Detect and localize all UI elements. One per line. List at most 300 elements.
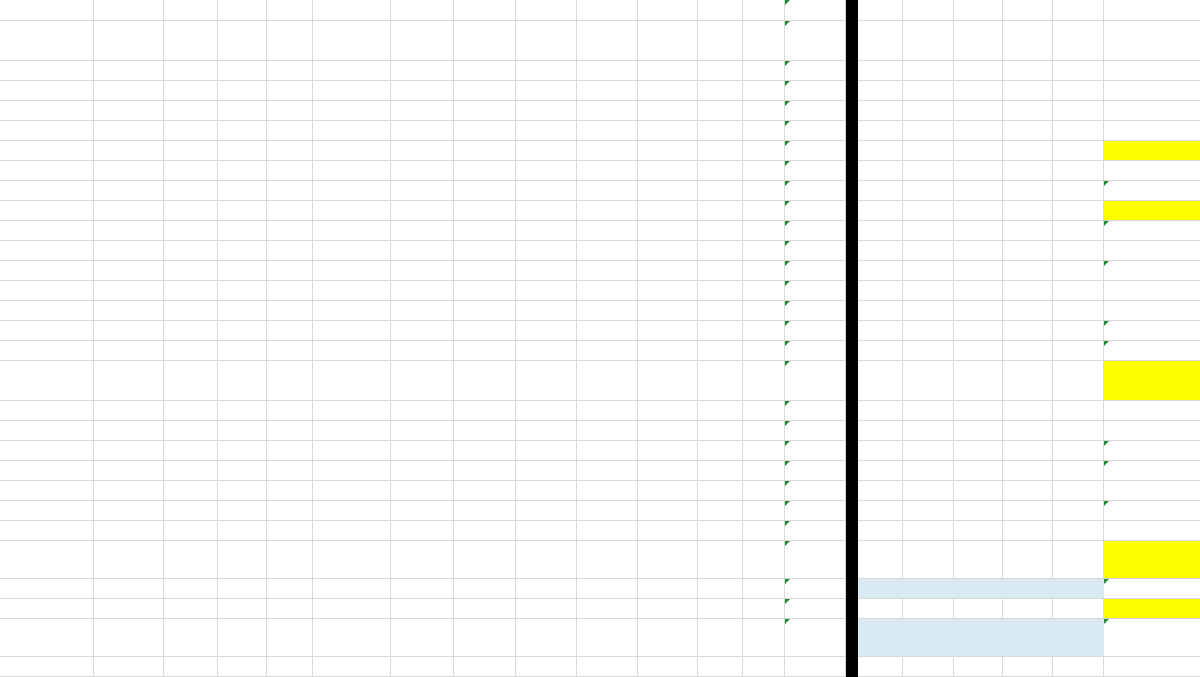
value-cell[interactable] <box>637 320 697 340</box>
value-cell[interactable] <box>266 280 312 300</box>
value-cell[interactable] <box>217 140 266 160</box>
value-cell[interactable] <box>637 80 697 100</box>
derived-value-cell[interactable] <box>784 80 845 100</box>
value-cell[interactable] <box>312 480 390 500</box>
rank-cell[interactable] <box>858 240 902 260</box>
empty-cell[interactable] <box>1052 656 1103 676</box>
value-cell[interactable] <box>453 100 515 120</box>
value-cell[interactable] <box>576 540 637 578</box>
value-cell[interactable] <box>637 60 697 80</box>
state-name-cell[interactable] <box>0 160 93 180</box>
value-cell[interactable] <box>390 618 453 656</box>
value-cell[interactable] <box>312 180 390 200</box>
value-cell[interactable] <box>576 180 637 200</box>
derived-value-cell[interactable] <box>784 20 845 60</box>
value-cell[interactable] <box>576 80 637 100</box>
value-cell[interactable] <box>515 140 576 160</box>
value-cell[interactable] <box>515 100 576 120</box>
derived-value-cell[interactable] <box>784 180 845 200</box>
ratio-cell[interactable] <box>1103 180 1200 200</box>
value-cell[interactable] <box>163 220 217 240</box>
rank-cell[interactable] <box>1052 60 1103 80</box>
value-cell[interactable] <box>93 420 163 440</box>
derived-value-cell[interactable] <box>784 260 845 280</box>
derived-value-cell[interactable] <box>784 60 845 80</box>
value-cell[interactable] <box>637 618 697 656</box>
value-cell[interactable] <box>453 260 515 280</box>
derived-value-cell[interactable] <box>784 280 845 300</box>
value-cell[interactable] <box>515 440 576 460</box>
state-name-cell[interactable] <box>0 618 93 656</box>
value-cell[interactable] <box>312 618 390 656</box>
value-cell[interactable] <box>453 440 515 460</box>
value-cell[interactable] <box>312 280 390 300</box>
empty-cell[interactable] <box>697 656 742 676</box>
value-cell[interactable] <box>742 360 784 400</box>
value-cell[interactable] <box>266 520 312 540</box>
rank-cell[interactable] <box>858 618 902 656</box>
value-cell[interactable] <box>93 200 163 220</box>
empty-cell[interactable] <box>742 656 784 676</box>
value-cell[interactable] <box>515 280 576 300</box>
value-cell[interactable] <box>637 240 697 260</box>
rank-cell[interactable] <box>902 340 953 360</box>
value-cell[interactable] <box>637 400 697 420</box>
rank-cell[interactable] <box>1002 460 1052 480</box>
ratio-cell[interactable] <box>1103 160 1200 180</box>
rank-cell[interactable] <box>858 578 902 598</box>
rank-cell[interactable] <box>902 520 953 540</box>
value-cell[interactable] <box>697 320 742 340</box>
rank-cell[interactable] <box>953 200 1002 220</box>
value-cell[interactable] <box>515 200 576 220</box>
rank-cell[interactable] <box>953 160 1002 180</box>
value-cell[interactable] <box>637 598 697 618</box>
value-cell[interactable] <box>266 400 312 420</box>
ratio-cell[interactable] <box>1103 60 1200 80</box>
rank-cell[interactable] <box>858 420 902 440</box>
rank-cell[interactable] <box>953 100 1002 120</box>
value-cell[interactable] <box>93 440 163 460</box>
value-cell[interactable] <box>93 100 163 120</box>
value-cell[interactable] <box>312 160 390 180</box>
value-cell[interactable] <box>390 578 453 598</box>
derived-value-cell[interactable] <box>784 240 845 260</box>
derived-value-cell[interactable] <box>784 300 845 320</box>
value-cell[interactable] <box>390 180 453 200</box>
rank-cell[interactable] <box>1002 360 1052 400</box>
rank-cell[interactable] <box>953 598 1002 618</box>
rank-cell[interactable] <box>858 320 902 340</box>
value-cell[interactable] <box>453 500 515 520</box>
rank-cell[interactable] <box>902 100 953 120</box>
value-cell[interactable] <box>576 220 637 240</box>
value-cell[interactable] <box>217 100 266 120</box>
value-cell[interactable] <box>163 160 217 180</box>
empty-cell[interactable] <box>217 656 266 676</box>
rank-cell[interactable] <box>1052 260 1103 280</box>
value-cell[interactable] <box>266 340 312 360</box>
rank-cell[interactable] <box>953 420 1002 440</box>
value-cell[interactable] <box>163 520 217 540</box>
value-cell[interactable] <box>515 340 576 360</box>
value-cell[interactable] <box>217 420 266 440</box>
value-cell[interactable] <box>697 598 742 618</box>
derived-value-cell[interactable] <box>784 618 845 656</box>
rank-cell[interactable] <box>953 578 1002 598</box>
state-name-cell[interactable] <box>0 320 93 340</box>
value-cell[interactable] <box>266 618 312 656</box>
state-name-cell[interactable] <box>0 140 93 160</box>
value-cell[interactable] <box>697 460 742 480</box>
value-cell[interactable] <box>390 60 453 80</box>
empty-cell[interactable] <box>576 656 637 676</box>
value-cell[interactable] <box>390 340 453 360</box>
value-cell[interactable] <box>312 460 390 480</box>
ratio-cell[interactable] <box>1103 500 1200 520</box>
rank-cell[interactable] <box>1002 618 1052 656</box>
value-cell[interactable] <box>697 300 742 320</box>
value-cell[interactable] <box>453 240 515 260</box>
value-cell[interactable] <box>637 520 697 540</box>
value-cell[interactable] <box>515 618 576 656</box>
empty-cell[interactable] <box>312 656 390 676</box>
value-cell[interactable] <box>217 160 266 180</box>
value-cell[interactable] <box>217 220 266 240</box>
value-cell[interactable] <box>515 20 576 60</box>
derived-value-cell[interactable] <box>784 0 845 20</box>
rank-cell[interactable] <box>1052 160 1103 180</box>
ratio-cell[interactable] <box>1103 520 1200 540</box>
rank-cell[interactable] <box>858 200 902 220</box>
value-cell[interactable] <box>266 100 312 120</box>
value-cell[interactable] <box>742 100 784 120</box>
value-cell[interactable] <box>515 400 576 420</box>
rank-cell[interactable] <box>858 460 902 480</box>
ratio-cell[interactable] <box>1103 120 1200 140</box>
value-cell[interactable] <box>93 0 163 20</box>
value-cell[interactable] <box>742 618 784 656</box>
state-name-cell[interactable] <box>0 260 93 280</box>
rank-cell[interactable] <box>858 160 902 180</box>
value-cell[interactable] <box>163 60 217 80</box>
value-cell[interactable] <box>742 540 784 578</box>
ratio-cell[interactable] <box>1103 578 1200 598</box>
value-cell[interactable] <box>266 300 312 320</box>
value-cell[interactable] <box>576 578 637 598</box>
value-cell[interactable] <box>453 400 515 420</box>
derived-value-cell[interactable] <box>784 320 845 340</box>
rank-cell[interactable] <box>1052 578 1103 598</box>
state-name-cell[interactable] <box>0 460 93 480</box>
value-cell[interactable] <box>515 500 576 520</box>
ratio-cell[interactable] <box>1103 200 1200 220</box>
rank-cell[interactable] <box>858 60 902 80</box>
rank-cell[interactable] <box>953 280 1002 300</box>
derived-value-cell[interactable] <box>784 360 845 400</box>
ratio-cell[interactable] <box>1103 320 1200 340</box>
rank-cell[interactable] <box>1052 0 1103 20</box>
derived-value-cell[interactable] <box>784 460 845 480</box>
ratio-cell[interactable] <box>1103 440 1200 460</box>
derived-value-cell[interactable] <box>784 420 845 440</box>
rank-cell[interactable] <box>1052 440 1103 460</box>
value-cell[interactable] <box>217 578 266 598</box>
value-cell[interactable] <box>742 460 784 480</box>
ratio-cell[interactable] <box>1103 480 1200 500</box>
rank-cell[interactable] <box>902 0 953 20</box>
rank-cell[interactable] <box>953 460 1002 480</box>
derived-value-cell[interactable] <box>784 440 845 460</box>
empty-cell[interactable] <box>637 656 697 676</box>
value-cell[interactable] <box>93 460 163 480</box>
value-cell[interactable] <box>697 440 742 460</box>
rank-cell[interactable] <box>858 360 902 400</box>
value-cell[interactable] <box>453 300 515 320</box>
value-cell[interactable] <box>217 440 266 460</box>
value-cell[interactable] <box>637 260 697 280</box>
rank-cell[interactable] <box>1002 20 1052 60</box>
rank-cell[interactable] <box>1002 0 1052 20</box>
value-cell[interactable] <box>697 420 742 440</box>
rank-cell[interactable] <box>1002 140 1052 160</box>
value-cell[interactable] <box>742 60 784 80</box>
value-cell[interactable] <box>742 500 784 520</box>
value-cell[interactable] <box>697 20 742 60</box>
value-cell[interactable] <box>576 0 637 20</box>
value-cell[interactable] <box>697 260 742 280</box>
value-cell[interactable] <box>742 440 784 460</box>
value-cell[interactable] <box>637 420 697 440</box>
value-cell[interactable] <box>390 480 453 500</box>
value-cell[interactable] <box>697 578 742 598</box>
rank-cell[interactable] <box>953 440 1002 460</box>
state-name-cell[interactable] <box>0 220 93 240</box>
rank-cell[interactable] <box>858 140 902 160</box>
ratio-cell[interactable] <box>1103 0 1200 20</box>
rank-cell[interactable] <box>902 480 953 500</box>
ratio-cell[interactable] <box>1103 260 1200 280</box>
rank-cell[interactable] <box>1052 460 1103 480</box>
empty-cell[interactable] <box>515 656 576 676</box>
value-cell[interactable] <box>515 120 576 140</box>
value-cell[interactable] <box>266 460 312 480</box>
value-cell[interactable] <box>515 360 576 400</box>
rank-cell[interactable] <box>1002 60 1052 80</box>
derived-value-cell[interactable] <box>784 520 845 540</box>
rank-cell[interactable] <box>953 0 1002 20</box>
value-cell[interactable] <box>163 598 217 618</box>
value-cell[interactable] <box>163 260 217 280</box>
rank-cell[interactable] <box>1002 420 1052 440</box>
value-cell[interactable] <box>266 540 312 578</box>
state-name-cell[interactable] <box>0 60 93 80</box>
rank-cell[interactable] <box>1052 360 1103 400</box>
ratio-cell[interactable] <box>1103 280 1200 300</box>
rank-cell[interactable] <box>1052 200 1103 220</box>
empty-cell[interactable] <box>93 656 163 676</box>
value-cell[interactable] <box>637 200 697 220</box>
rank-cell[interactable] <box>858 280 902 300</box>
value-cell[interactable] <box>390 160 453 180</box>
empty-cell[interactable] <box>953 656 1002 676</box>
rank-cell[interactable] <box>1002 400 1052 420</box>
ratio-cell[interactable] <box>1103 100 1200 120</box>
rank-cell[interactable] <box>1052 500 1103 520</box>
value-cell[interactable] <box>390 220 453 240</box>
rank-cell[interactable] <box>902 460 953 480</box>
rank-cell[interactable] <box>953 520 1002 540</box>
rank-cell[interactable] <box>858 598 902 618</box>
value-cell[interactable] <box>697 60 742 80</box>
value-cell[interactable] <box>453 60 515 80</box>
value-cell[interactable] <box>742 180 784 200</box>
value-cell[interactable] <box>93 480 163 500</box>
value-cell[interactable] <box>515 260 576 280</box>
rank-cell[interactable] <box>858 0 902 20</box>
rank-cell[interactable] <box>953 480 1002 500</box>
value-cell[interactable] <box>390 360 453 400</box>
rank-cell[interactable] <box>902 618 953 656</box>
value-cell[interactable] <box>266 80 312 100</box>
value-cell[interactable] <box>163 400 217 420</box>
value-cell[interactable] <box>312 120 390 140</box>
value-cell[interactable] <box>637 220 697 240</box>
value-cell[interactable] <box>163 200 217 220</box>
value-cell[interactable] <box>453 420 515 440</box>
value-cell[interactable] <box>390 598 453 618</box>
value-cell[interactable] <box>93 598 163 618</box>
value-cell[interactable] <box>742 300 784 320</box>
value-cell[interactable] <box>697 220 742 240</box>
state-name-cell[interactable] <box>0 540 93 578</box>
value-cell[interactable] <box>266 60 312 80</box>
value-cell[interactable] <box>266 0 312 20</box>
value-cell[interactable] <box>515 480 576 500</box>
rank-cell[interactable] <box>858 540 902 578</box>
value-cell[interactable] <box>390 100 453 120</box>
rank-cell[interactable] <box>1002 540 1052 578</box>
value-cell[interactable] <box>576 260 637 280</box>
value-cell[interactable] <box>637 100 697 120</box>
state-name-cell[interactable] <box>0 480 93 500</box>
rank-cell[interactable] <box>858 480 902 500</box>
rank-cell[interactable] <box>902 60 953 80</box>
value-cell[interactable] <box>266 360 312 400</box>
value-cell[interactable] <box>637 20 697 60</box>
value-cell[interactable] <box>576 440 637 460</box>
rank-cell[interactable] <box>902 540 953 578</box>
value-cell[interactable] <box>217 460 266 480</box>
state-name-cell[interactable] <box>0 360 93 400</box>
value-cell[interactable] <box>390 500 453 520</box>
value-cell[interactable] <box>312 420 390 440</box>
value-cell[interactable] <box>697 100 742 120</box>
value-cell[interactable] <box>163 440 217 460</box>
rank-cell[interactable] <box>1002 160 1052 180</box>
value-cell[interactable] <box>266 180 312 200</box>
empty-cell[interactable] <box>390 656 453 676</box>
value-cell[interactable] <box>697 240 742 260</box>
rank-cell[interactable] <box>858 440 902 460</box>
state-name-cell[interactable] <box>0 100 93 120</box>
value-cell[interactable] <box>390 120 453 140</box>
value-cell[interactable] <box>697 120 742 140</box>
empty-cell[interactable] <box>858 656 902 676</box>
value-cell[interactable] <box>163 300 217 320</box>
value-cell[interactable] <box>163 80 217 100</box>
value-cell[interactable] <box>390 460 453 480</box>
value-cell[interactable] <box>515 300 576 320</box>
value-cell[interactable] <box>217 120 266 140</box>
state-name-cell[interactable] <box>0 340 93 360</box>
rank-cell[interactable] <box>953 60 1002 80</box>
value-cell[interactable] <box>266 140 312 160</box>
value-cell[interactable] <box>453 0 515 20</box>
value-cell[interactable] <box>637 500 697 520</box>
rank-cell[interactable] <box>902 500 953 520</box>
value-cell[interactable] <box>742 420 784 440</box>
empty-cell[interactable] <box>1002 656 1052 676</box>
rank-cell[interactable] <box>902 160 953 180</box>
value-cell[interactable] <box>163 320 217 340</box>
rank-cell[interactable] <box>858 80 902 100</box>
rank-cell[interactable] <box>953 20 1002 60</box>
value-cell[interactable] <box>637 540 697 578</box>
value-cell[interactable] <box>390 540 453 578</box>
value-cell[interactable] <box>637 0 697 20</box>
value-cell[interactable] <box>217 60 266 80</box>
rank-cell[interactable] <box>858 520 902 540</box>
empty-cell[interactable] <box>1103 656 1200 676</box>
empty-cell[interactable] <box>0 656 93 676</box>
value-cell[interactable] <box>93 220 163 240</box>
value-cell[interactable] <box>93 240 163 260</box>
rank-cell[interactable] <box>902 280 953 300</box>
value-cell[interactable] <box>390 240 453 260</box>
value-cell[interactable] <box>312 578 390 598</box>
state-name-cell[interactable] <box>0 400 93 420</box>
value-cell[interactable] <box>217 280 266 300</box>
value-cell[interactable] <box>312 200 390 220</box>
value-cell[interactable] <box>637 120 697 140</box>
value-cell[interactable] <box>266 440 312 460</box>
rank-cell[interactable] <box>1002 180 1052 200</box>
value-cell[interactable] <box>93 520 163 540</box>
rank-cell[interactable] <box>1052 540 1103 578</box>
value-cell[interactable] <box>217 480 266 500</box>
value-cell[interactable] <box>390 440 453 460</box>
value-cell[interactable] <box>163 420 217 440</box>
value-cell[interactable] <box>515 160 576 180</box>
ratio-cell[interactable] <box>1103 460 1200 480</box>
rank-cell[interactable] <box>1002 220 1052 240</box>
rank-cell[interactable] <box>953 80 1002 100</box>
value-cell[interactable] <box>515 220 576 240</box>
value-cell[interactable] <box>217 300 266 320</box>
value-cell[interactable] <box>453 200 515 220</box>
rank-cell[interactable] <box>1002 120 1052 140</box>
rank-cell[interactable] <box>902 578 953 598</box>
rank-cell[interactable] <box>1052 598 1103 618</box>
rank-cell[interactable] <box>953 340 1002 360</box>
rank-cell[interactable] <box>858 260 902 280</box>
value-cell[interactable] <box>515 320 576 340</box>
value-cell[interactable] <box>515 520 576 540</box>
rank-cell[interactable] <box>1002 340 1052 360</box>
value-cell[interactable] <box>742 220 784 240</box>
value-cell[interactable] <box>312 0 390 20</box>
